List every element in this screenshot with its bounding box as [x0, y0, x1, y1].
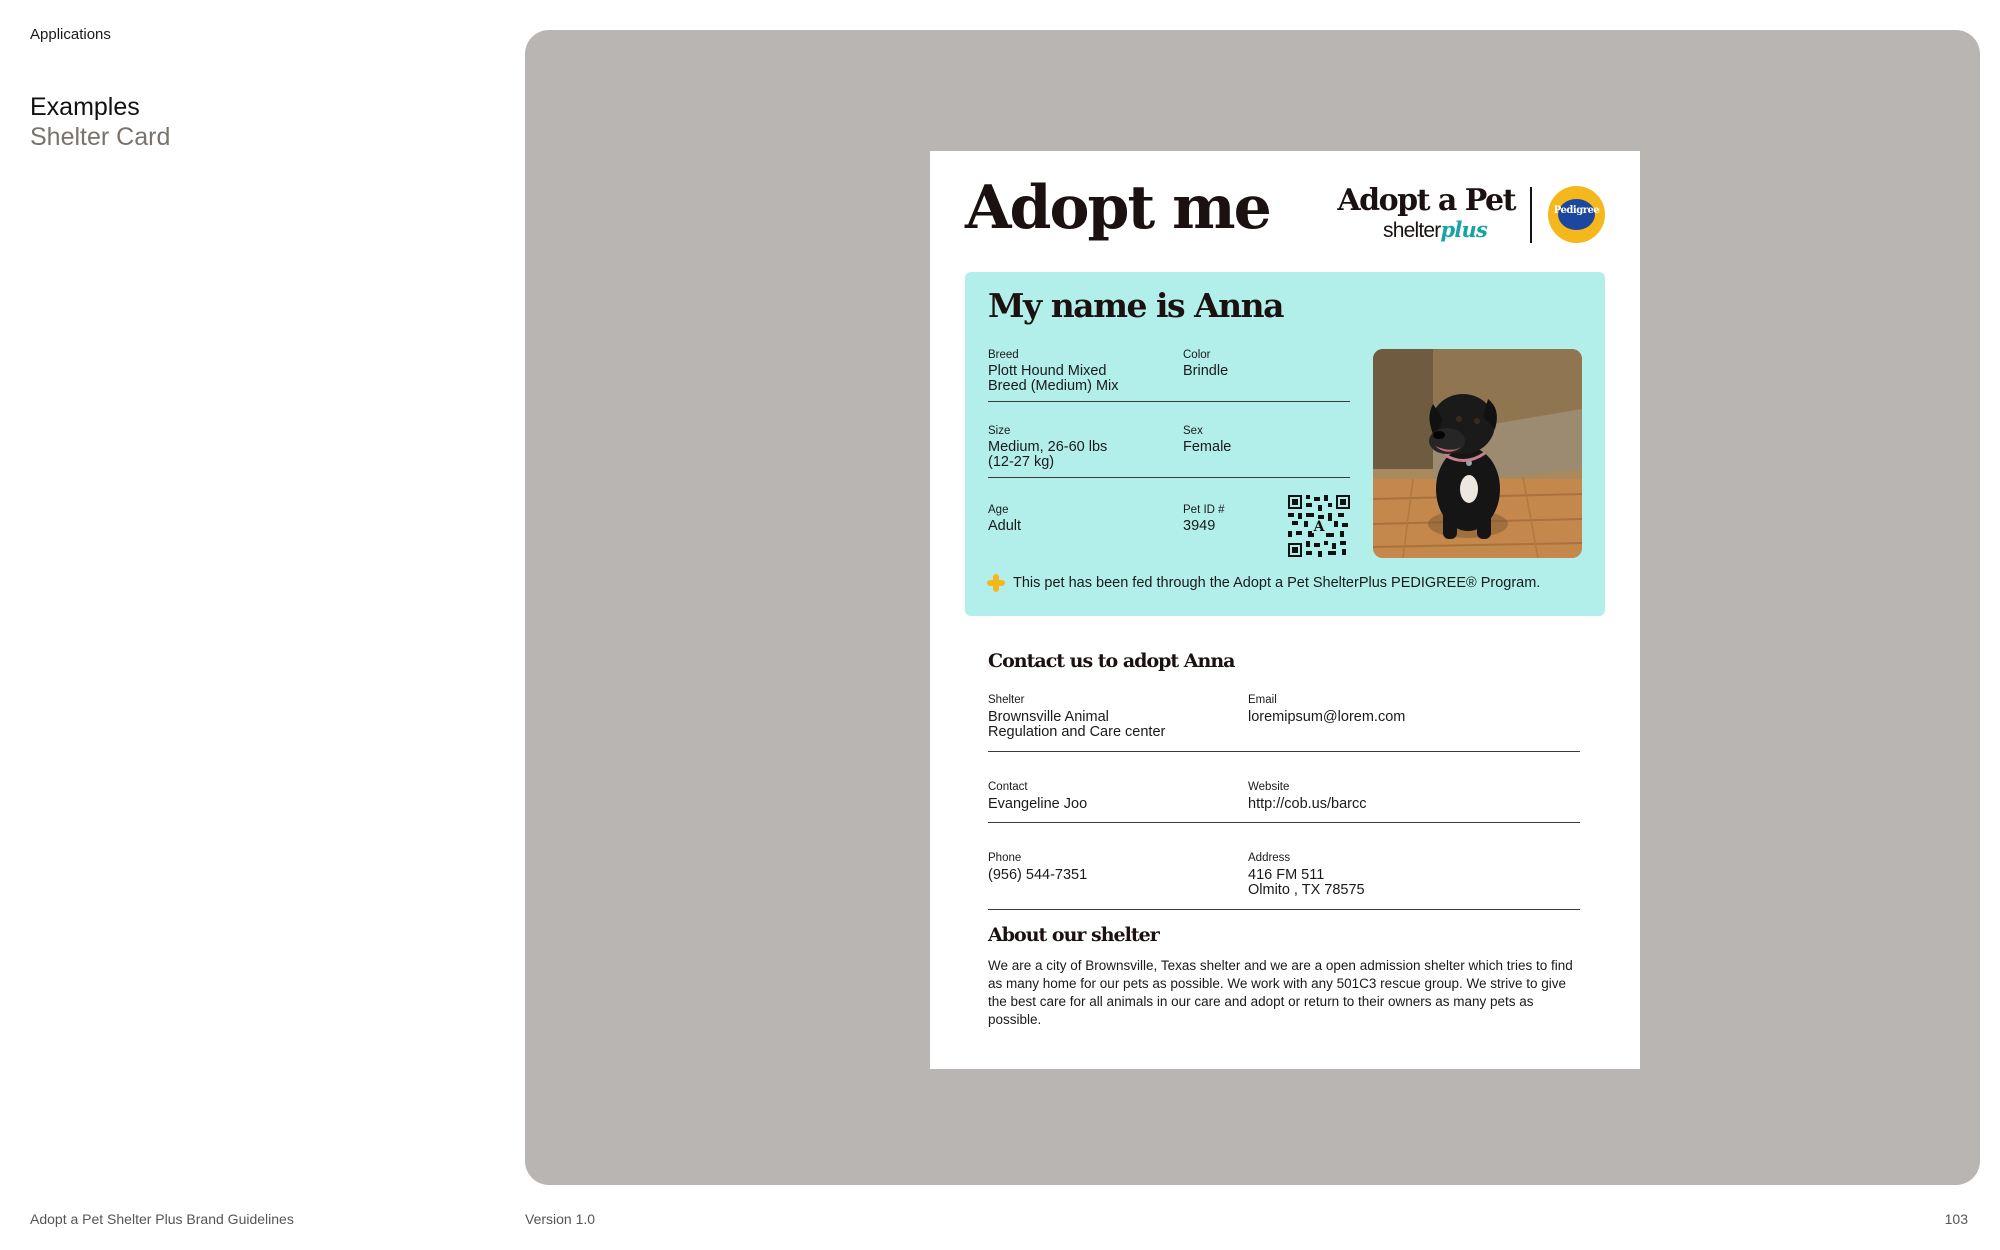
color-value: Brindle — [1183, 363, 1229, 379]
svg-text:A: A — [1313, 519, 1325, 535]
about-heading: About our shelter — [988, 924, 1159, 946]
about-text: We are a city of Brownsville, Texas shelter and we are a open admission shelter which tries to find as many home for our pets as possible. We work with any 501C3 rescue group. We strive to give the best care for all animals in our care and adopt or return to their owners as many pets as possible. — [988, 958, 1573, 1027]
logo-shelterplus — [1383, 217, 1487, 243]
pet-id-value: 3949 — [1183, 518, 1216, 534]
contact-label: Contact — [988, 781, 1028, 793]
divider — [988, 822, 1580, 823]
qr-code-icon[interactable] — [1288, 495, 1350, 557]
size-label: Size — [988, 425, 1011, 437]
phone-label: Phone — [988, 852, 1022, 864]
section-label: Applications — [30, 26, 111, 43]
contact-value: Evangeline Joo — [988, 796, 1088, 812]
website-label: Website — [1248, 781, 1290, 793]
address-value-line1: 416 FM 511 — [1248, 867, 1325, 883]
address-value-line2: Olmito , TX 78575 — [1248, 882, 1365, 898]
divider — [988, 401, 1350, 402]
address-label: Address — [1248, 852, 1291, 864]
pet-name: My name is Anna — [988, 286, 1284, 325]
phone-value[interactable]: (956) 544-7351 — [988, 867, 1088, 883]
website-link[interactable]: http://cob.us/barcc — [1248, 796, 1367, 812]
page-number: 103 — [1944, 1211, 1968, 1227]
breed-value-line1: Plott Hound Mixed — [988, 363, 1107, 379]
shelter-card — [930, 151, 1640, 1069]
sex-value: Female — [1183, 439, 1232, 455]
breed-value-line2: Breed (Medium) Mix — [988, 378, 1119, 394]
fed-program-note: This pet has been fed through the Adopt a Pet ShelterPlus PEDIGREE® Program. — [1013, 575, 1541, 591]
adopt-me-headline: Adopt me — [965, 173, 1270, 243]
footer-title: Adopt a Pet Shelter Plus Brand Guidelines — [30, 1211, 294, 1227]
age-value: Adult — [988, 518, 1022, 534]
page-title: Examples — [30, 93, 140, 121]
bone-icon — [987, 574, 1005, 592]
page-heading — [30, 92, 170, 152]
breed-label: Breed — [988, 349, 1019, 361]
page-subtitle: Shelter Card — [30, 123, 171, 151]
pedigree-badge-text: Pedigree — [1553, 205, 1600, 216]
age-label: Age — [988, 504, 1009, 516]
logo-divider — [1530, 187, 1532, 243]
size-value-line1: Medium, 26-60 lbs — [988, 439, 1108, 455]
shelter-label: Shelter — [988, 694, 1025, 706]
contact-heading: Contact us to adopt Anna — [988, 650, 1235, 672]
shelter-value-line1: Brownsville Animal — [988, 709, 1109, 725]
shelter-value-line2: Regulation and Care center — [988, 724, 1166, 740]
size-value-line2: (12-27 kg) — [988, 454, 1055, 470]
adopt-a-pet-logo — [1337, 181, 1605, 245]
pet-info-panel — [965, 272, 1605, 616]
email-value[interactable]: loremipsum@lorem.com — [1248, 709, 1406, 725]
logo-wordmark: Adopt a Pet — [1337, 183, 1515, 218]
logo-shelter-text: shelter — [1383, 219, 1441, 242]
divider — [988, 751, 1580, 752]
pet-id-label: Pet ID # — [1183, 504, 1225, 516]
sex-label: Sex — [1183, 425, 1203, 437]
logo-plus-text: plus — [1440, 217, 1487, 242]
pet-photo — [1373, 349, 1582, 558]
footer-version: Version 1.0 — [525, 1211, 596, 1227]
email-label: Email — [1248, 694, 1277, 706]
divider — [988, 909, 1580, 910]
pedigree-badge-icon — [1548, 186, 1605, 243]
divider — [988, 477, 1350, 478]
color-label: Color — [1183, 349, 1211, 361]
